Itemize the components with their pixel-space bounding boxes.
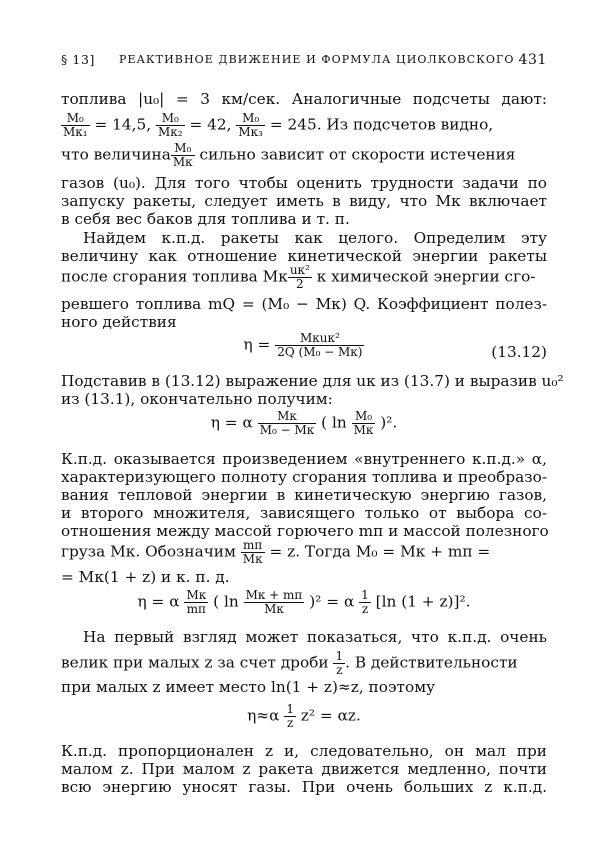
header-title: РЕАКТИВНОЕ ДВИЖЕНИЕ И ФОРМУЛА ЦИОЛКОВСКОГО: [119, 53, 515, 66]
text-line: после сгорания топлива Mк uк² 2 к химической энергии сго-: [61, 263, 536, 291]
text-line: ного действия: [61, 313, 177, 331]
text-line: M₀ Mк₁ = 14,5, M₀ Mк₂ = 42, M₀ Mк₃ = 245. Из подсчетов видно,: [63, 111, 494, 139]
text-line: велик при малых z за счет дроби $\frac{1}{z}$ . В действительности: [61, 649, 518, 677]
text-line: К.п.д. оказывается произведением «внутреннего к.п.д.» α,: [61, 450, 547, 468]
text-line: Найдем к.п.д. ракеты как целого. Определим эту: [83, 229, 547, 247]
equation-small-z: η≈α $\frac{1}{z}$ z² = αz.: [247, 702, 361, 730]
page-number: 431: [518, 52, 547, 68]
text-line: газов (u₀). Для того чтобы оценить трудности задачи по: [61, 174, 547, 192]
text-line: что величина M₀ Mк сильно зависит от скорости истечения: [61, 141, 516, 169]
text-line: характеризующего полноту сгорания топлива и преобразо-: [61, 468, 547, 486]
fraction: mп Mк: [242, 538, 263, 566]
fraction: M₀ Mк: [353, 409, 374, 437]
text-line: запуску ракеты, следует иметь в виду, что Mк включает: [61, 192, 547, 210]
text-line: отношения между массой горючего mп и массой полезного: [61, 522, 549, 540]
section-ref: § 13]: [61, 52, 96, 67]
fraction: $\frac{1}{z}$: [335, 649, 344, 677]
text-line: ревшего топлива mQ = (M₀ − Mк) Q. Коэффициент полез-: [61, 295, 547, 313]
equation-13-12: η = Mкuк² 2Q (M₀ − Mк) (13.12): [243, 331, 547, 361]
text-line: К.п.д. пропорционален z и, следовательно, он мал при: [61, 742, 547, 760]
fraction: Mкuк² 2Q (M₀ − Mк): [277, 331, 363, 359]
fraction: Mк mп: [186, 588, 207, 616]
fraction: $\frac{1}{z}$: [361, 588, 369, 616]
text-line: величину как отношение кинетической энергии ракеты: [61, 247, 547, 265]
text-line: вания тепловой энергии в кинетическую энергию газов,: [61, 486, 547, 504]
text-line: Подставив в (13.12) выражение для uк из (13.7) и выразив u₀²: [61, 372, 564, 390]
fraction: M₀ Mк₂: [157, 111, 183, 139]
equation-efficiency-z: η = α Mк mп ( ln Mк + mп Mк )² = α $\frac{1}{z}$ [ln (1 + z)]².: [137, 588, 471, 616]
fraction: M₀ Mк₁: [63, 111, 88, 139]
text-line: при малых z имеет место ln(1 + z)≈z, поэтому: [61, 678, 436, 696]
fraction: uк² 2: [289, 263, 310, 291]
text-line: и второго множителя, зависящего только от выбора со-: [61, 504, 547, 522]
fraction: M₀ Mк: [172, 141, 193, 169]
text-line: груза Mк. Обозначим mп Mк = z. Тогда M₀ = Mк + mп =: [61, 538, 491, 566]
text-line: На первый взгляд может показаться, что к.п.д. очень: [83, 628, 547, 646]
text-line: всю энергию уносят газы. При очень больших z к.п.д.: [61, 778, 547, 796]
text-line: = Mк(1 + z) и к. п. д.: [61, 568, 230, 586]
equation-number: (13.12): [491, 343, 547, 361]
text-line: из (13.1), окончательно получим:: [61, 390, 333, 408]
equation-efficiency: η = α Mк M₀ − Mк ( ln M₀ Mк )².: [210, 409, 398, 437]
fraction: Mк M₀ − Mк: [259, 409, 315, 437]
fraction: Mк + mп Mк: [245, 588, 303, 616]
text-line: в себя вес баков для топлива и т. п.: [61, 210, 350, 228]
fraction: $\frac{1}{z}$: [286, 702, 294, 730]
text-line: малом z. При малом z ракета движется медленно, почти: [61, 760, 547, 778]
fraction: M₀ Mк₃: [238, 111, 263, 139]
text-line: топлива |u₀| = 3 км/сек. Аналогичные подсчеты дают:: [61, 90, 547, 108]
